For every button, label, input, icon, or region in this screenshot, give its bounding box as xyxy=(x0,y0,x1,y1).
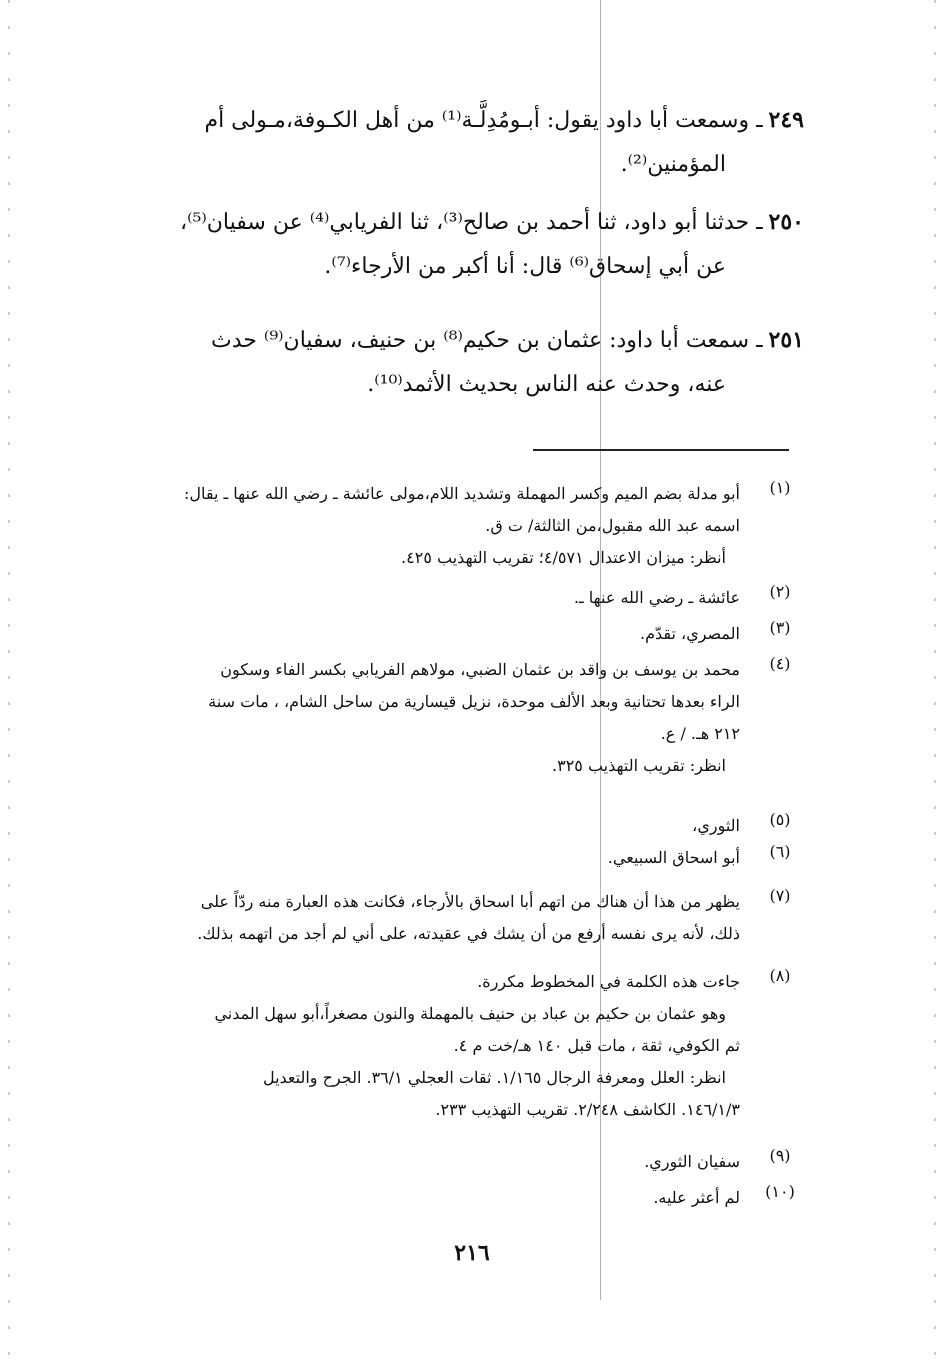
footnote-number: (١) xyxy=(769,478,791,497)
footnote-line: أبو اسحاق السبيعي. xyxy=(607,848,740,867)
footnote-line: محمد بن يوسف بن واقد بن عثمان الضبي، مولاهم الفريابي بكسر الفاء وسكون xyxy=(220,660,740,679)
footnote-number: (٨) xyxy=(769,966,791,985)
footnote-line: ثم الكوفي، ثقة ، مات قبل ١٤٠ هـ/خت م ٤. xyxy=(453,1036,740,1055)
entry-249 xyxy=(92,98,804,187)
entry-number: ٢٥٠ xyxy=(768,209,804,235)
footnote-line: يظهر من هذا أن هناك من اتهم أبا اسحاق بالأرجاء، فكانت هذه العبارة منه ردّاً على xyxy=(200,892,740,911)
footnote-3 xyxy=(96,618,800,650)
entry-line: المؤمنين⁽²⁾. xyxy=(620,152,726,177)
page-number: ٢١٦ xyxy=(454,1240,490,1266)
footnote-line: المصري، تقدّم. xyxy=(640,624,740,643)
footnote-9 xyxy=(96,1146,800,1178)
footnote-line: أبو مدلة بضم الميم وكسر المهملة وتشديد اللام،مولى عائشة ـ رضي الله عنها ـ يقال: xyxy=(183,484,740,503)
footnote-7 xyxy=(96,886,800,950)
entry-number: ٢٥١ xyxy=(768,327,804,353)
footnote-6 xyxy=(96,842,800,874)
scan-edge-marks-left xyxy=(8,0,10,1368)
entry-251 xyxy=(92,318,804,407)
entry-250 xyxy=(92,200,804,289)
footnote-number: (٧) xyxy=(769,886,791,905)
footnote-line: الراء بعدها تحتانية وبعد الألف موحدة، نزيل قيسارية من ساحل الشام، ، مات سنة xyxy=(208,692,740,711)
footnote-line: انظر: تقريب التهذيب ٣٢٥. xyxy=(552,756,726,775)
entry-line: ـ حدثنا أبو داود، ثنا أحمد بن صالح⁽³⁾، ثنا الفريابي⁽⁴⁾ عن سفيان⁽⁵⁾، xyxy=(180,210,763,235)
footnote-number: (٦) xyxy=(769,842,791,861)
footnote-line: جاءت هذه الكلمة في المخطوط مكررة. xyxy=(477,972,740,991)
footnote-number: (٢) xyxy=(769,582,791,601)
footnote-4 xyxy=(96,654,800,782)
scan-edge-marks-right xyxy=(934,0,936,1368)
entry-line: عنه، وحدث عنه الناس بحديث الأثمد⁽¹⁰⁾. xyxy=(367,372,726,397)
entry-line: عن أبي إسحاق⁽⁶⁾ قال: أنا أكبر من الأرجاء⁽⁷⁾. xyxy=(324,254,726,279)
footnote-10 xyxy=(96,1182,800,1214)
footnote-line: وهو عثمان بن حكيم بن عباد بن حنيف بالمهملة والنون مصغراً،أبو سهل المدني xyxy=(214,1004,726,1023)
footnote-5 xyxy=(96,810,800,842)
footnote-number: (٥) xyxy=(769,810,791,829)
entry-number: ٢٤٩ xyxy=(768,107,804,133)
footnote-8 xyxy=(96,966,800,1126)
footnote-line: ١٤٦/١/٣. الكاشف ٢/٢٤٨. تقريب التهذيب ٢٣٣. xyxy=(435,1100,740,1119)
footnote-number: (٩) xyxy=(769,1146,791,1165)
footnote-number: (٤) xyxy=(769,654,791,673)
footnote-line: لم أعثر عليه. xyxy=(653,1188,740,1207)
footnote-number: (١٠) xyxy=(765,1182,795,1201)
entry-line: ـ وسمعت أبا داود يقول: أبـومُدِلَّـة⁽¹⁾ من أهل الكـوفة،مـولى أم xyxy=(204,108,763,133)
footnote-line: ٢١٢ هـ. / ع. xyxy=(660,724,740,743)
footnote-1 xyxy=(96,478,800,574)
footnote-line: انظر: العلل ومعرفة الرجال ١/١٦٥. ثقات العجلي ٣٦/١. الجرح والتعديل xyxy=(262,1068,726,1087)
footnote-2 xyxy=(96,582,800,614)
footnote-line: الثوري، xyxy=(692,816,740,835)
entry-line: ـ سمعت أبا داود: عثمان بن حكيم⁽⁸⁾ بن حنيف، سفيان⁽⁹⁾ حدث xyxy=(211,328,763,353)
footnote-separator xyxy=(533,449,789,451)
footnote-line: سفيان الثوري. xyxy=(644,1152,740,1171)
footnote-number: (٣) xyxy=(769,618,791,637)
footnote-line: أنظر: ميزان الاعتدال ٤/٥٧١؛ تقريب التهذيب ٤٢٥. xyxy=(401,548,726,567)
footnote-line: ذلك، لأنه يرى نفسه أرفع من أن يشك في عقيدته، على أني لم أجد من اتهمه بذلك. xyxy=(197,924,740,943)
footnote-line: عائشة ـ رضي الله عنها ـ. xyxy=(573,588,740,607)
footnote-line: اسمه عبد الله مقبول،من الثالثة/ ت ق. xyxy=(485,516,740,535)
